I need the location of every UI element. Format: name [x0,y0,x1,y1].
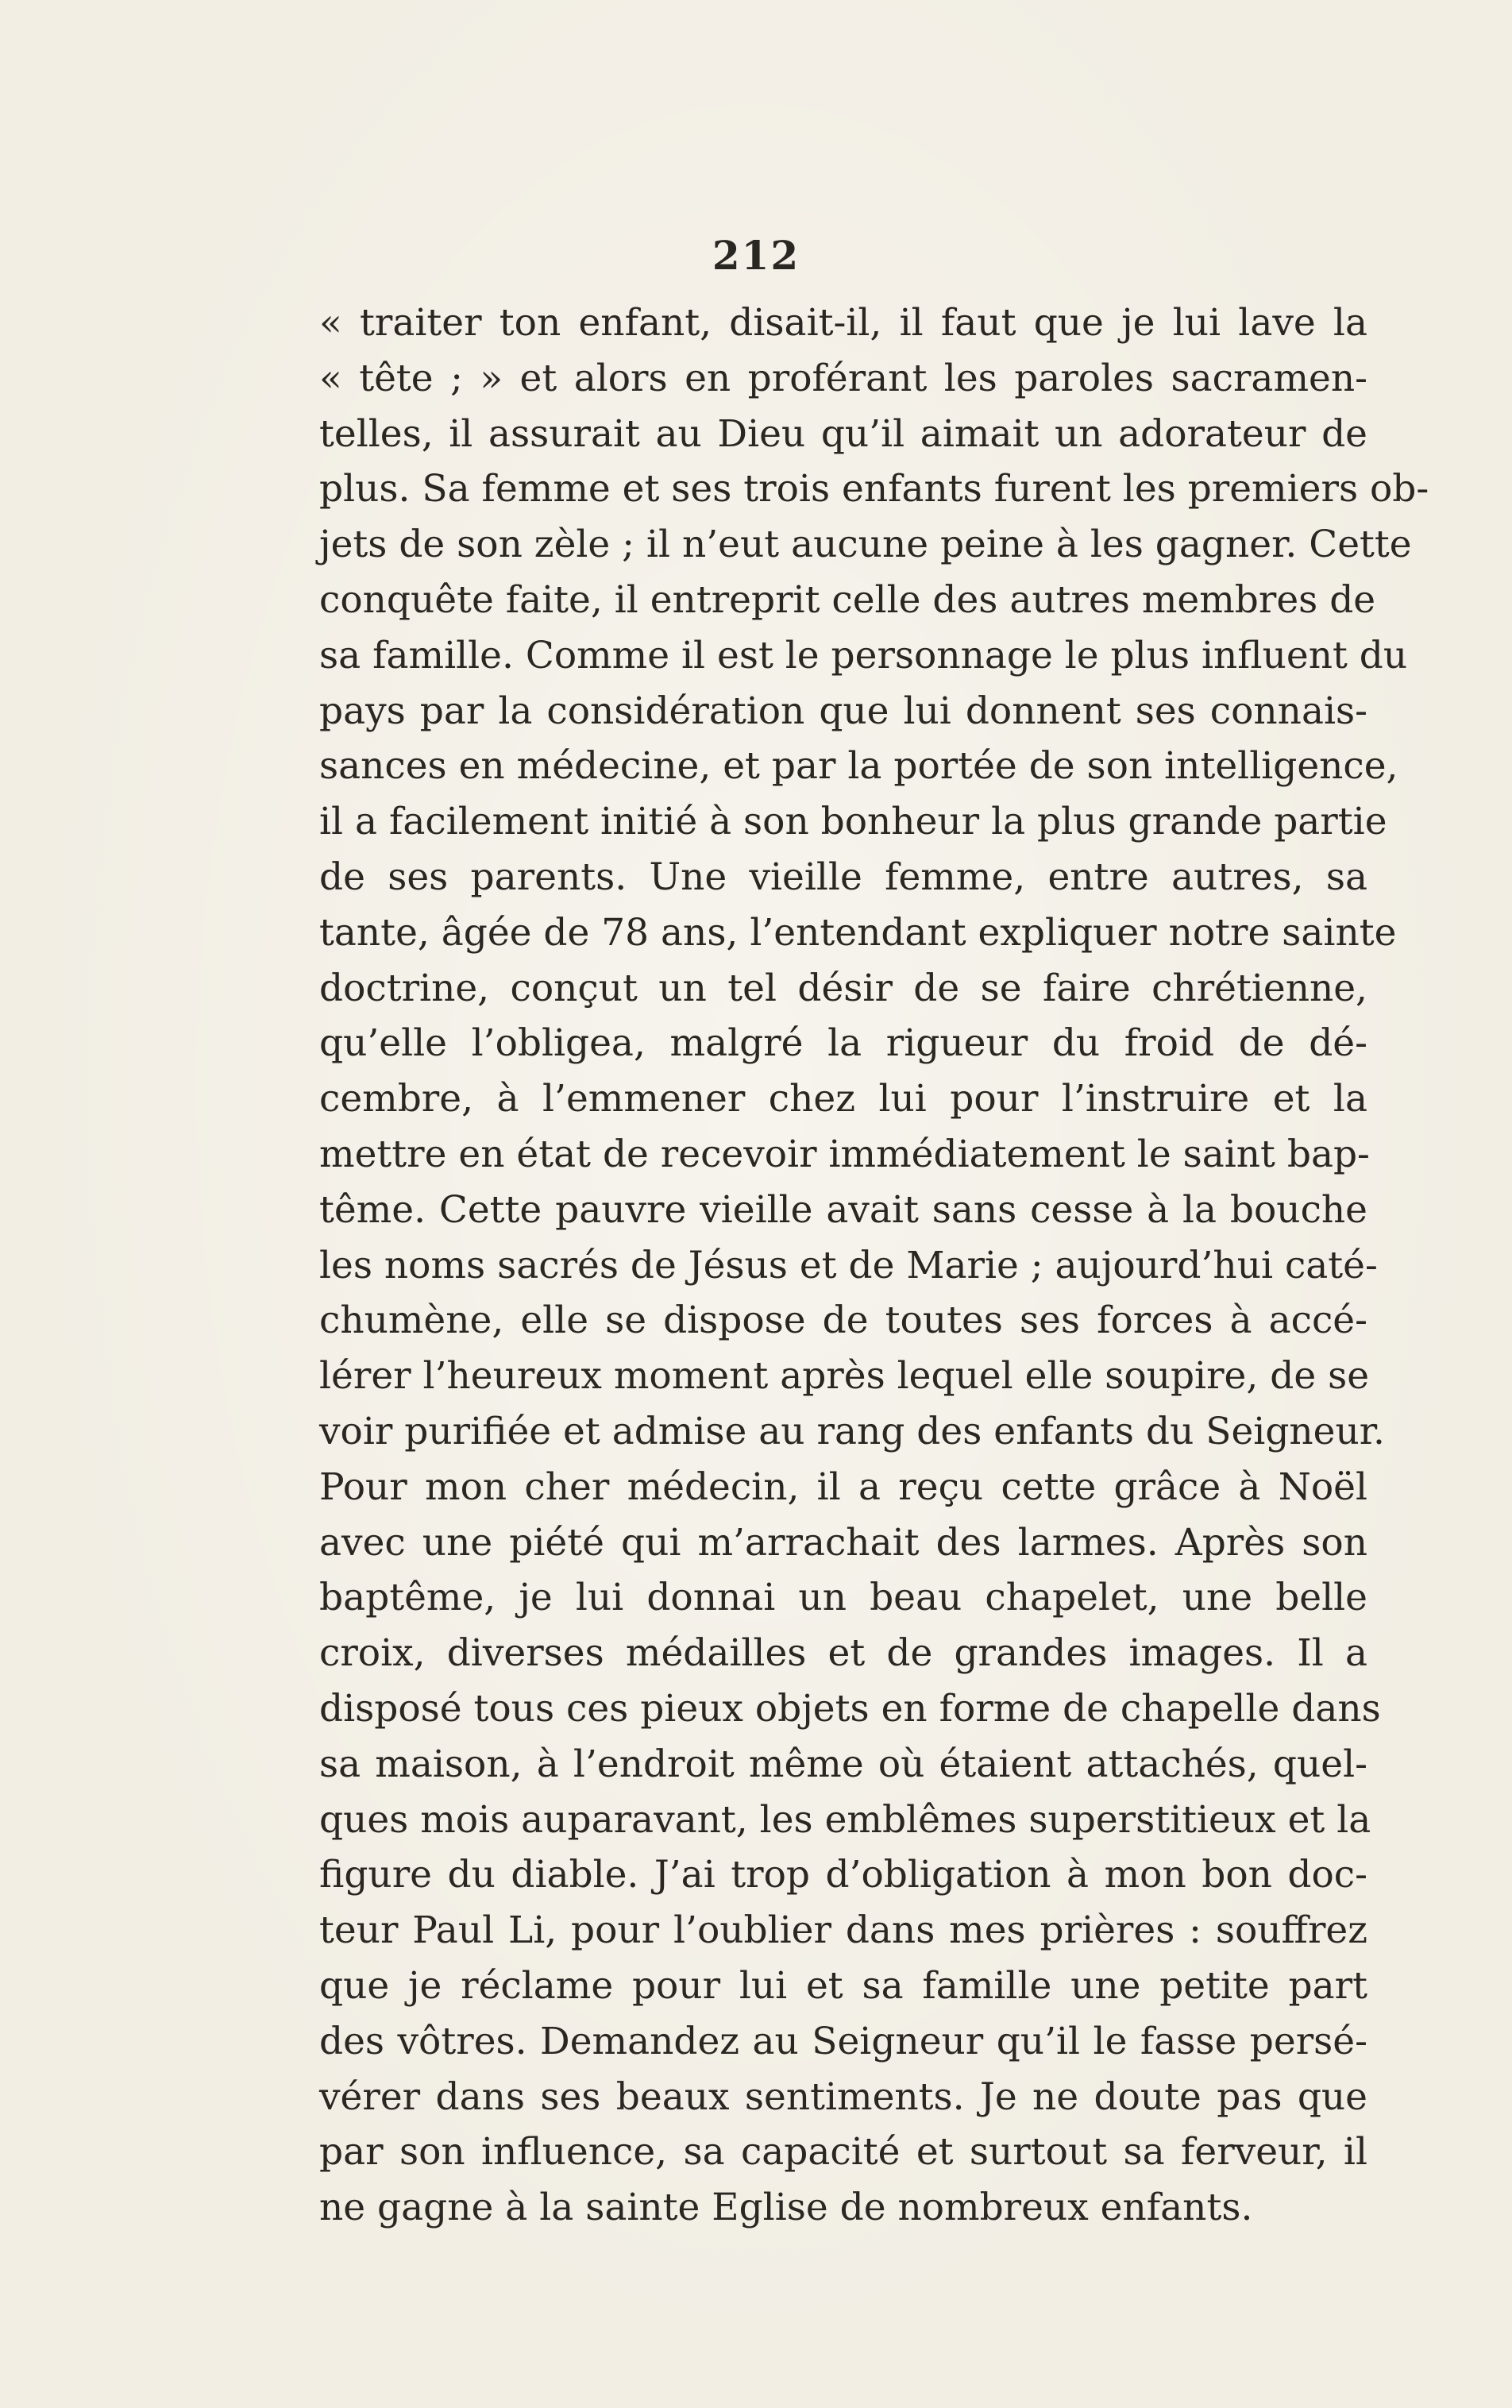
text-line: vérer dans ses beaux sentiments. Je ne doute pas que [319,2074,1367,2119]
text-line: il a facilement initié à son bonheur la plus grande partie [319,800,1387,844]
text-line: ques mois auparavant, les emblêmes superstitieux et la [319,1797,1371,1842]
text-line: croix, diverses médailles et de grandes images. Il a [319,1631,1367,1676]
text-line: conquête faite, il entreprit celle des autres membres de [319,577,1376,622]
text-line: « tête ; » et alors en proférant les paroles sacramen- [319,356,1367,400]
text-line: disposé tous ces pieux objets en forme de chapelle dans [319,1686,1381,1731]
page-number: 212 [712,232,800,279]
text-line: plus. Sa femme et ses trois enfants furent les premiers ob- [319,467,1429,511]
text-line: teur Paul Li, pour l’oublier dans mes prières : souffrez [319,1908,1367,1953]
text-line: voir purifiée et admise au rang des enfants du Seigneur. [319,1409,1386,1453]
text-line: chumène, elle se dispose de toutes ses forces à accé- [319,1299,1367,1343]
text-line: sa famille. Comme il est le personnage le plus influent du [319,633,1408,677]
text-line: jets de son zèle ; il n’eut aucune peine à les gagner. Cette [319,523,1412,567]
text-line: avec une piété qui m’arrachait des larmes. Après son [319,1520,1367,1565]
text-line: par son influence, sa capacité et surtout sa ferveur, il [319,2130,1367,2175]
text-line: qu’elle l’obligea, malgré la rigueur du froid de dé- [319,1021,1367,1066]
text-line: doctrine, conçut un tel désir de se faire chrétienne, [319,966,1367,1010]
text-line: sa maison, à l’endroit même où étaient attachés, quel- [319,1742,1367,1786]
text-line: ne gagne à la sainte Eglise de nombreux enfants. [319,2186,1253,2230]
body-text [319,295,1429,2236]
text-line: tême. Cette pauvre vieille avait sans cesse à la bouche [319,1187,1367,1232]
text-line: figure du diable. J’ai trop d’obligation à mon bon doc- [319,1853,1367,1897]
text-line: lérer l’heureux moment après lequel elle soupire, de se [319,1354,1370,1399]
text-line: que je réclame pour lui et sa famille une petite part [319,1963,1367,2008]
text-line: les noms sacrés de Jésus et de Marie ; aujourd’hui caté- [319,1243,1378,1287]
text-line: cembre, à l’emmener chez lui pour l’instruire et la [319,1077,1367,1121]
text-line: pays par la considération que lui donnent ses connais- [319,689,1367,733]
text-line: baptême, je lui donnai un beau chapelet, une belle [319,1576,1367,1620]
text-line: de ses parents. Une vieille femme, entre autres, sa [319,855,1367,899]
text-line: telles, il assurait au Dieu qu’il aimait un adorateur de [319,411,1367,456]
text-line: mettre en état de recevoir immédiatement le saint bap- [319,1132,1370,1176]
text-line: sances en médecine, et par la portée de son intelligence, [319,744,1398,789]
text-line: « traiter ton enfant, disait-il, il faut que je lui lave la [319,301,1367,345]
text-line: tante, âgée de 78 ans, l’entendant expliquer notre sainte [319,910,1397,955]
text-line: Pour mon cher médecin, il a reçu cette grâce à Noël [319,1464,1367,1509]
text-line: des vôtres. Demandez au Seigneur qu’il le fasse persé- [319,2019,1367,2063]
